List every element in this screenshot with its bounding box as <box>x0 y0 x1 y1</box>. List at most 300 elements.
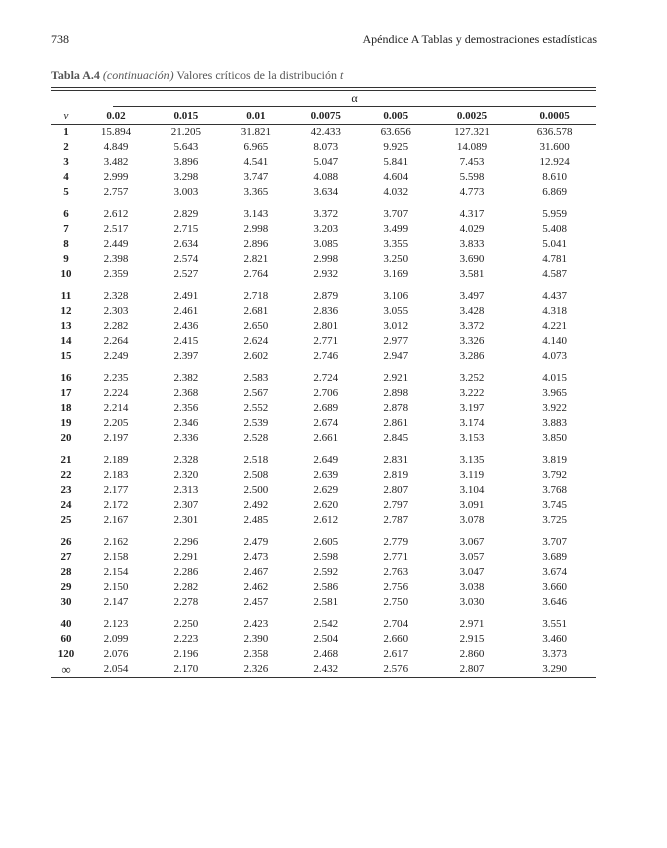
critical-value-cell: 2.860 <box>459 648 485 660</box>
critical-value-cell: 2.390 <box>243 633 269 645</box>
critical-value-cell: 4.541 <box>243 156 269 168</box>
critical-value-cell: 3.326 <box>459 335 485 347</box>
critical-value-cell: 3.047 <box>459 566 485 578</box>
critical-value-cell: 2.183 <box>103 469 129 481</box>
table-row <box>51 319 596 334</box>
critical-value-cell: 2.473 <box>243 551 269 563</box>
degrees-of-freedom: 16 <box>60 372 72 384</box>
critical-value-cell: 4.073 <box>542 350 568 362</box>
critical-value-cell: 2.552 <box>243 402 269 414</box>
critical-value-cell: 31.600 <box>539 141 570 153</box>
critical-value-cell: 2.612 <box>313 514 339 526</box>
degrees-of-freedom: 60 <box>60 633 72 645</box>
critical-value-cell: 3.106 <box>383 290 409 302</box>
critical-value-cell: 2.235 <box>103 372 129 384</box>
critical-value-cell: 2.303 <box>103 305 129 317</box>
critical-value-cell: 3.725 <box>542 514 568 526</box>
critical-value-cell: 2.821 <box>243 253 269 265</box>
critical-value-cell: 2.998 <box>313 253 339 265</box>
critical-value-cell: 4.604 <box>383 171 409 183</box>
critical-value-cell: 2.878 <box>383 402 409 414</box>
critical-value-cell: 3.965 <box>542 387 568 399</box>
critical-value-cell: 2.467 <box>243 566 269 578</box>
critical-value-cell: 2.583 <box>243 372 269 384</box>
critical-value-cell: 2.449 <box>103 238 129 250</box>
critical-value-cell: 2.214 <box>103 402 129 414</box>
critical-value-cell: 2.301 <box>173 514 199 526</box>
critical-value-cell: 2.423 <box>243 618 269 630</box>
critical-value-cell: 3.634 <box>313 186 339 198</box>
critical-value-cell: 2.771 <box>383 551 409 563</box>
critical-value-cell: 3.372 <box>459 320 485 332</box>
critical-value-cell: 2.592 <box>313 566 339 578</box>
critical-value-cell: 2.896 <box>243 238 269 250</box>
critical-value-cell: 2.328 <box>103 290 129 302</box>
degrees-of-freedom: 22 <box>60 469 72 481</box>
critical-value-cell: 3.104 <box>459 484 485 496</box>
critical-value-cell: 2.508 <box>243 469 269 481</box>
critical-value-cell: 2.947 <box>383 350 409 362</box>
column-header: 0.01 <box>221 107 291 125</box>
critical-value-cell: 2.771 <box>313 335 339 347</box>
critical-value-cell: 2.054 <box>81 662 151 678</box>
caption-variable: t <box>339 68 344 82</box>
critical-value-cell: 2.999 <box>103 171 129 183</box>
critical-value-cell: 2.167 <box>103 514 129 526</box>
alpha-header: α <box>351 91 358 105</box>
critical-value-cell: 3.197 <box>459 402 485 414</box>
table-row <box>51 282 596 304</box>
critical-value-cell: 2.170 <box>151 662 221 678</box>
critical-value-cell: 3.482 <box>103 156 129 168</box>
critical-value-cell: 2.147 <box>103 596 129 608</box>
critical-value-cell: 2.286 <box>173 566 199 578</box>
critical-value-cell: 12.924 <box>539 156 570 168</box>
critical-value-cell: 2.250 <box>173 618 199 630</box>
table-body <box>51 125 596 678</box>
degrees-of-freedom: 10 <box>60 268 72 280</box>
critical-value-cell: 4.032 <box>383 186 409 198</box>
table-row <box>51 595 596 610</box>
critical-value-cell: 2.528 <box>243 432 269 444</box>
critical-value-cell: 2.224 <box>103 387 129 399</box>
critical-value-cell: 2.307 <box>173 499 199 511</box>
critical-value-cell: 2.831 <box>383 454 409 466</box>
critical-value-cell: 3.119 <box>459 469 485 481</box>
critical-value-cell: 2.205 <box>103 417 129 429</box>
critical-value-cell: 2.368 <box>173 387 199 399</box>
critical-value-cell: 3.792 <box>542 469 568 481</box>
degrees-of-freedom: 24 <box>60 499 72 511</box>
table-row <box>51 222 596 237</box>
critical-value-cell: 3.135 <box>459 454 485 466</box>
critical-value-cell: 2.336 <box>173 432 199 444</box>
critical-value-cell: 4.773 <box>459 186 485 198</box>
critical-value-cell: 3.499 <box>383 223 409 235</box>
critical-value-cell: 3.850 <box>542 432 568 444</box>
critical-value-cell: 2.158 <box>103 551 129 563</box>
degrees-of-freedom: 21 <box>60 454 72 466</box>
table-row <box>51 446 596 468</box>
critical-value-cell: 2.123 <box>103 618 129 630</box>
critical-value-cell: 6.965 <box>243 141 269 153</box>
table-row <box>51 431 596 446</box>
critical-value-cell: 3.690 <box>459 253 485 265</box>
critical-value-cell: 2.629 <box>313 484 339 496</box>
critical-value-cell: 3.747 <box>243 171 269 183</box>
critical-value-cell: 2.576 <box>361 662 431 678</box>
critical-value-cell: 3.298 <box>173 171 199 183</box>
critical-value-cell: 2.567 <box>243 387 269 399</box>
table-row <box>51 252 596 267</box>
column-header: 0.0075 <box>291 107 361 125</box>
critical-value-cell: 2.598 <box>313 551 339 563</box>
critical-value-cell: 2.172 <box>103 499 129 511</box>
degrees-of-freedom: 20 <box>60 432 72 444</box>
critical-value-cell: 2.099 <box>103 633 129 645</box>
critical-value-cell: 31.821 <box>240 126 271 138</box>
critical-value-cell: 2.746 <box>313 350 339 362</box>
critical-value-cell: 2.527 <box>173 268 199 280</box>
critical-value-cell: 3.646 <box>542 596 568 608</box>
column-header-row <box>51 107 596 125</box>
critical-value-cell: 63.656 <box>380 126 411 138</box>
critical-value-cell: 2.763 <box>383 566 409 578</box>
critical-value-cell: 2.602 <box>243 350 269 362</box>
critical-value-cell: 7.453 <box>459 156 485 168</box>
degrees-of-freedom: 11 <box>60 290 72 302</box>
critical-value-cell: 5.047 <box>313 156 339 168</box>
critical-value-cell: 2.432 <box>291 662 361 678</box>
critical-value-cell: 3.055 <box>383 305 409 317</box>
critical-value-cell: 3.707 <box>542 536 568 548</box>
critical-value-cell: 5.841 <box>383 156 409 168</box>
critical-value-cell: 14.089 <box>456 141 488 153</box>
critical-value-cell: 2.150 <box>103 581 129 593</box>
critical-value-cell: 2.398 <box>103 253 129 265</box>
degrees-of-freedom: 7 <box>63 223 69 235</box>
critical-value-cell: 2.724 <box>313 372 339 384</box>
critical-value-cell: 2.539 <box>243 417 269 429</box>
critical-value-cell: 2.586 <box>313 581 339 593</box>
degrees-of-freedom: 9 <box>63 253 69 265</box>
critical-value-cell: 3.252 <box>459 372 485 384</box>
critical-value-cell: 2.282 <box>103 320 129 332</box>
table-row <box>51 416 596 431</box>
table-container <box>51 87 596 678</box>
critical-value-cell: 9.925 <box>383 141 409 153</box>
critical-value-cell: 3.428 <box>459 305 485 317</box>
critical-value-cell: 4.317 <box>459 208 485 220</box>
critical-value-cell: 2.291 <box>173 551 199 563</box>
critical-value-cell: 2.977 <box>383 335 409 347</box>
critical-value-cell: 2.542 <box>313 618 339 630</box>
degrees-of-freedom: 15 <box>60 350 72 362</box>
critical-value-cell: 2.879 <box>313 290 339 302</box>
critical-value-cell: 3.922 <box>542 402 568 414</box>
critical-value-cell: 2.382 <box>173 372 199 384</box>
caption-continuation: (continuación) <box>102 68 174 82</box>
critical-value-cell: 2.617 <box>383 648 409 660</box>
critical-value-cell: 6.869 <box>542 186 568 198</box>
critical-value-cell: 3.143 <box>243 208 269 220</box>
critical-value-cell: 3.290 <box>513 662 596 678</box>
critical-value-cell: 127.321 <box>454 126 490 138</box>
degrees-of-freedom: 40 <box>60 618 72 630</box>
degrees-of-freedom: 6 <box>63 208 69 220</box>
critical-value-cell: 2.932 <box>313 268 339 280</box>
critical-value-cell: 4.849 <box>103 141 129 153</box>
critical-value-cell: 3.581 <box>459 268 485 280</box>
critical-value-cell: 2.162 <box>103 536 129 548</box>
critical-value-cell: 3.067 <box>459 536 485 548</box>
nu-header: v <box>51 107 81 125</box>
critical-value-cell: 2.718 <box>243 290 269 302</box>
critical-value-cell: 2.197 <box>103 432 129 444</box>
degrees-of-freedom: 17 <box>60 387 72 399</box>
critical-value-cell: 2.787 <box>383 514 409 526</box>
critical-value-cell: 3.896 <box>173 156 199 168</box>
table-row <box>51 662 596 678</box>
degrees-of-freedom: 18 <box>60 402 72 414</box>
critical-value-cell: 2.313 <box>173 484 199 496</box>
critical-value-cell: 3.372 <box>313 208 339 220</box>
critical-value-cell: 2.715 <box>173 223 199 235</box>
table-row <box>51 125 596 141</box>
critical-value-cell: 3.038 <box>459 581 485 593</box>
critical-value-cell: 2.397 <box>173 350 199 362</box>
critical-value-cell: 2.971 <box>459 618 485 630</box>
critical-value-cell: 2.861 <box>383 417 409 429</box>
table-caption <box>51 68 343 83</box>
critical-value-cell: 2.468 <box>313 648 339 660</box>
critical-value-cell: 2.326 <box>221 662 291 678</box>
critical-value-cell: 3.203 <box>313 223 339 235</box>
critical-value-cell: 2.612 <box>103 208 129 220</box>
critical-value-cell: 2.660 <box>383 633 409 645</box>
critical-value-cell: 2.756 <box>383 581 409 593</box>
critical-value-cell: 4.015 <box>542 372 568 384</box>
critical-value-cell: 2.504 <box>313 633 339 645</box>
critical-value-cell: 2.358 <box>243 648 269 660</box>
critical-value-cell: 2.359 <box>103 268 129 280</box>
table-row <box>51 483 596 498</box>
critical-value-cell: 3.768 <box>542 484 568 496</box>
degrees-of-freedom: 30 <box>60 596 72 608</box>
critical-value-cell: 2.836 <box>313 305 339 317</box>
column-header: 0.0025 <box>431 107 514 125</box>
critical-value-cell: 2.282 <box>173 581 199 593</box>
table-row <box>51 334 596 349</box>
degrees-of-freedom: 120 <box>57 648 75 660</box>
critical-value-cell: 3.689 <box>542 551 568 563</box>
critical-value-cell: 2.278 <box>173 596 199 608</box>
table-row <box>51 185 596 200</box>
critical-value-cell: 2.154 <box>103 566 129 578</box>
critical-value-cell: 3.091 <box>459 499 485 511</box>
critical-value-cell: 3.660 <box>542 581 568 593</box>
degrees-of-freedom: 14 <box>60 335 72 347</box>
critical-value-cell: 2.461 <box>173 305 199 317</box>
degrees-of-freedom: 5 <box>63 186 69 198</box>
table-row <box>51 498 596 513</box>
degrees-of-freedom: 12 <box>60 305 72 317</box>
critical-value-cell: 2.189 <box>103 454 129 466</box>
critical-value-cell: 2.649 <box>313 454 339 466</box>
table-row <box>51 267 596 282</box>
degrees-of-freedom: 25 <box>60 514 72 526</box>
critical-value-cell: 3.707 <box>383 208 409 220</box>
critical-value-cell: 4.587 <box>542 268 568 280</box>
critical-value-cell: 3.883 <box>542 417 568 429</box>
critical-value-cell: 3.745 <box>542 499 568 511</box>
critical-value-cell: 3.497 <box>459 290 485 302</box>
critical-value-cell: 4.437 <box>542 290 568 302</box>
degrees-of-freedom: ∞ <box>51 662 81 678</box>
critical-value-cell: 3.365 <box>243 186 269 198</box>
degrees-of-freedom: 26 <box>60 536 72 548</box>
critical-value-cell: 3.174 <box>459 417 485 429</box>
critical-value-cell: 2.704 <box>383 618 409 630</box>
critical-value-cell: 2.681 <box>243 305 269 317</box>
critical-value-cell: 2.624 <box>243 335 269 347</box>
critical-values-table <box>51 107 596 678</box>
critical-value-cell: 2.650 <box>243 320 269 332</box>
caption-label: Tabla A.4 <box>51 68 100 82</box>
table-row <box>51 304 596 319</box>
critical-value-cell: 2.415 <box>173 335 199 347</box>
critical-value-cell: 2.757 <box>103 186 129 198</box>
critical-value-cell: 2.479 <box>243 536 269 548</box>
critical-value-cell: 3.030 <box>459 596 485 608</box>
critical-value-cell: 3.373 <box>542 648 568 660</box>
critical-value-cell: 2.807 <box>383 484 409 496</box>
table-row <box>51 155 596 170</box>
critical-value-cell: 2.457 <box>243 596 269 608</box>
table-row <box>51 550 596 565</box>
critical-value-cell: 4.221 <box>542 320 568 332</box>
critical-value-cell: 3.286 <box>459 350 485 362</box>
critical-value-cell: 3.078 <box>459 514 485 526</box>
critical-value-cell: 2.605 <box>313 536 339 548</box>
critical-value-cell: 2.639 <box>313 469 339 481</box>
critical-value-cell: 5.643 <box>173 141 199 153</box>
running-head: Apéndice A Tablas y demostraciones estadísticas <box>362 32 597 46</box>
table-row <box>51 632 596 647</box>
critical-value-cell: 21.205 <box>170 126 202 138</box>
critical-value-cell: 3.355 <box>383 238 409 250</box>
critical-value-cell: 8.610 <box>542 171 568 183</box>
critical-value-cell: 8.073 <box>313 141 339 153</box>
table-row <box>51 401 596 416</box>
critical-value-cell: 2.661 <box>313 432 339 444</box>
table-row <box>51 200 596 222</box>
critical-value-cell: 5.041 <box>542 238 568 250</box>
critical-value-cell: 3.833 <box>459 238 485 250</box>
table-row <box>51 513 596 528</box>
critical-value-cell: 2.764 <box>243 268 269 280</box>
critical-value-cell: 2.998 <box>243 223 269 235</box>
table-row <box>51 528 596 550</box>
column-header: 0.005 <box>361 107 431 125</box>
critical-value-cell: 2.829 <box>173 208 199 220</box>
table-row <box>51 468 596 483</box>
degrees-of-freedom: 2 <box>63 141 69 153</box>
critical-value-cell: 5.408 <box>542 223 568 235</box>
critical-value-cell: 2.249 <box>103 350 129 362</box>
critical-value-cell: 4.318 <box>542 305 568 317</box>
critical-value-cell: 2.462 <box>243 581 269 593</box>
critical-value-cell: 4.029 <box>459 223 485 235</box>
degrees-of-freedom: 19 <box>60 417 72 429</box>
degrees-of-freedom: 8 <box>63 238 69 250</box>
critical-value-cell: 2.581 <box>313 596 339 608</box>
critical-value-cell: 15.894 <box>100 126 132 138</box>
critical-value-cell: 2.491 <box>173 290 199 302</box>
critical-value-cell: 2.436 <box>173 320 199 332</box>
critical-value-cell: 4.088 <box>313 171 339 183</box>
table-row <box>51 580 596 595</box>
table-row <box>51 647 596 662</box>
critical-value-cell: 4.781 <box>542 253 568 265</box>
critical-value-cell: 2.915 <box>459 633 485 645</box>
critical-value-cell: 2.296 <box>173 536 199 548</box>
degrees-of-freedom: 28 <box>60 566 72 578</box>
critical-value-cell: 2.574 <box>173 253 199 265</box>
table-row <box>51 170 596 185</box>
critical-value-cell: 2.320 <box>173 469 199 481</box>
critical-value-cell: 3.674 <box>542 566 568 578</box>
critical-value-cell: 2.346 <box>173 417 199 429</box>
critical-value-cell: 3.003 <box>173 186 199 198</box>
critical-value-cell: 2.223 <box>173 633 199 645</box>
critical-value-cell: 3.460 <box>542 633 568 645</box>
critical-value-cell: 2.819 <box>383 469 409 481</box>
table-row <box>51 565 596 580</box>
table-row <box>51 610 596 632</box>
critical-value-cell: 2.328 <box>173 454 199 466</box>
critical-value-cell: 2.518 <box>243 454 269 466</box>
table-row <box>51 349 596 364</box>
critical-value-cell: 2.674 <box>313 417 339 429</box>
critical-value-cell: 42.433 <box>310 126 341 138</box>
table-row <box>51 237 596 252</box>
critical-value-cell: 2.620 <box>313 499 339 511</box>
critical-value-cell: 3.085 <box>313 238 339 250</box>
critical-value-cell: 5.959 <box>542 208 568 220</box>
critical-value-cell: 3.057 <box>459 551 485 563</box>
table-row <box>51 140 596 155</box>
critical-value-cell: 3.012 <box>383 320 409 332</box>
critical-value-cell: 2.779 <box>383 536 409 548</box>
critical-value-cell: 2.845 <box>383 432 409 444</box>
critical-value-cell: 3.551 <box>542 618 568 630</box>
critical-value-cell: 3.169 <box>383 268 409 280</box>
critical-value-cell: 2.492 <box>243 499 269 511</box>
critical-value-cell: 2.750 <box>383 596 409 608</box>
degrees-of-freedom: 27 <box>60 551 72 563</box>
column-header: 0.0005 <box>513 107 596 125</box>
critical-value-cell: 2.634 <box>173 238 199 250</box>
critical-value-cell: 3.819 <box>542 454 568 466</box>
critical-value-cell: 2.196 <box>173 648 199 660</box>
critical-value-cell: 5.598 <box>459 171 485 183</box>
table-row <box>51 364 596 386</box>
critical-value-cell: 2.500 <box>243 484 269 496</box>
critical-value-cell: 2.801 <box>313 320 339 332</box>
column-header: 0.015 <box>151 107 221 125</box>
critical-value-cell: 2.898 <box>383 387 409 399</box>
